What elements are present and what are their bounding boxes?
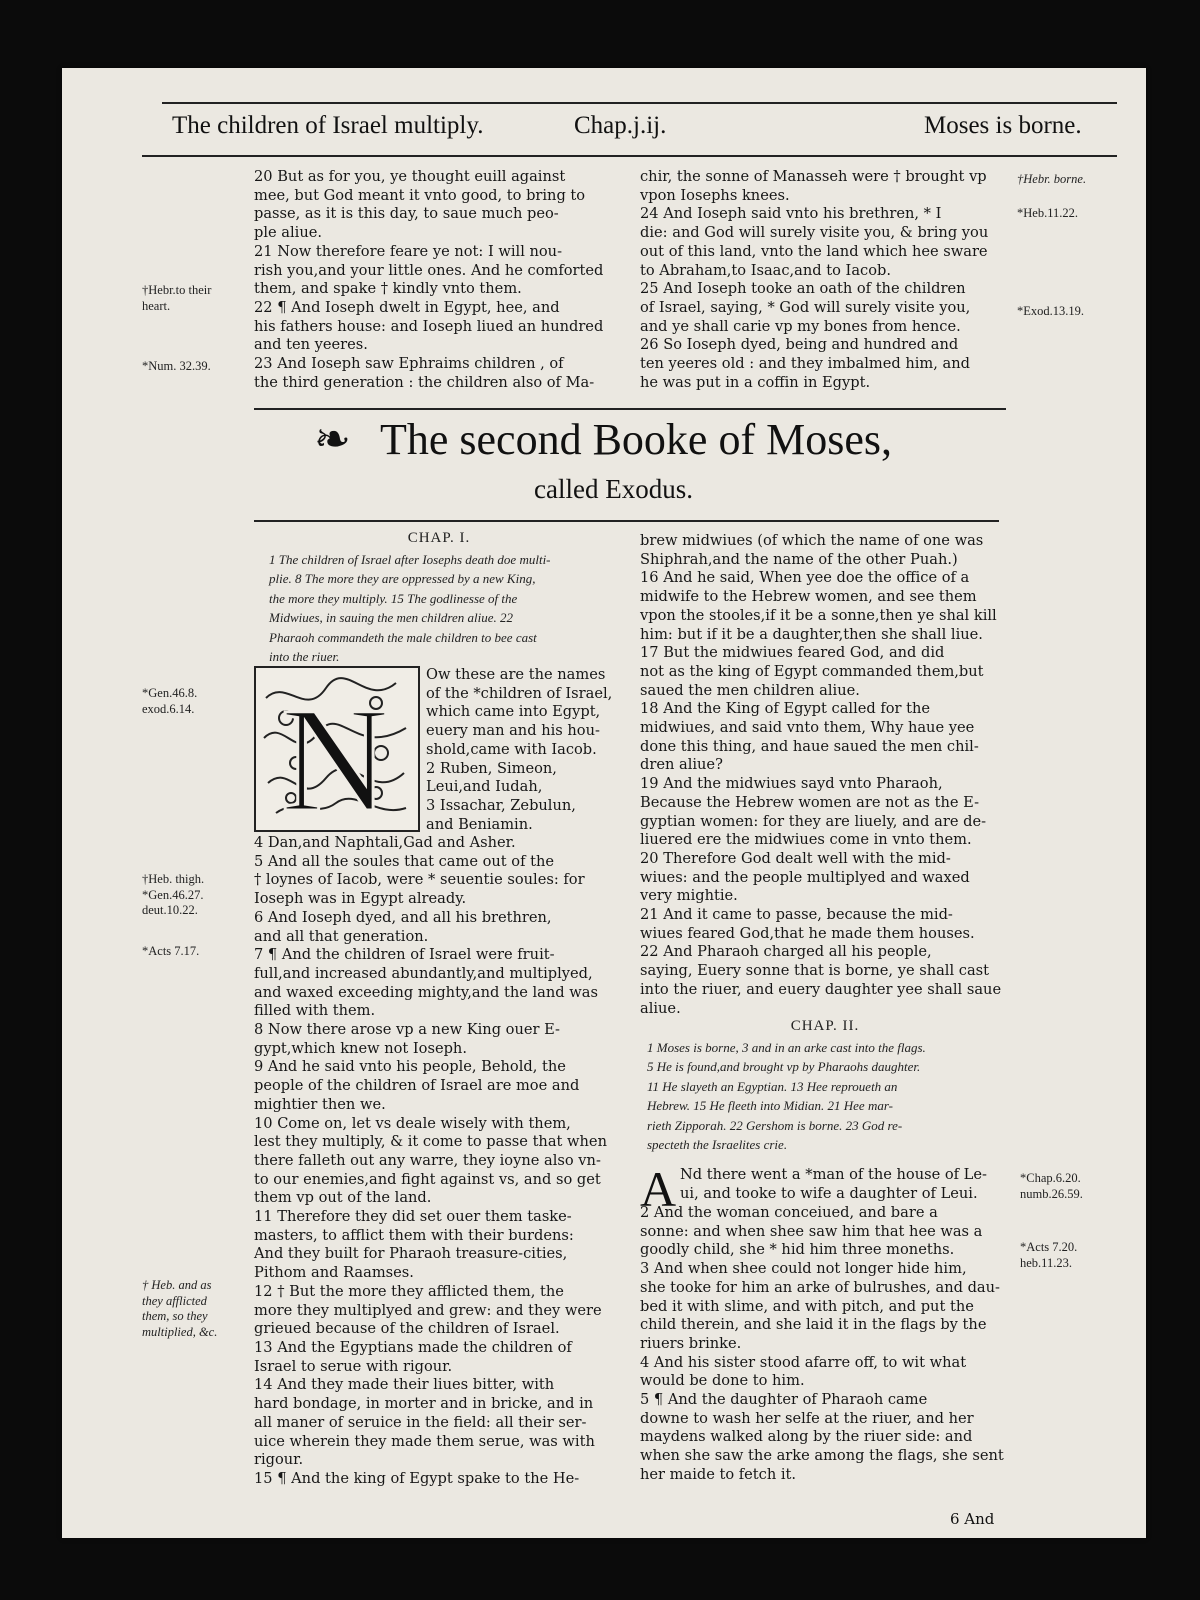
margin-note-line: †Heb. thigh.: [142, 872, 205, 886]
running-head-left: The children of Israel multiply.: [172, 112, 484, 139]
text-line: vpon Iosephs knees.: [640, 186, 790, 204]
margin-note: [1017, 206, 1078, 222]
text-line: not as the king of Egypt commanded them,but: [640, 662, 984, 680]
text-line: them vp out of the land.: [254, 1189, 432, 1207]
margin-note: [142, 1278, 217, 1340]
margin-note-line: †Hebr. borne.: [1017, 172, 1087, 186]
text-line: uice wherein they made them serue, was with: [254, 1432, 595, 1450]
chapter-summary: [647, 1038, 1017, 1154]
text-line: 15 ¶ And the king of Egypt spake to the He-: [254, 1469, 580, 1487]
text-line: die: and God will surely visite you, & bring you: [640, 224, 989, 242]
text-line: 11 He slayeth an Egyptian. 13 Hee reproueth an: [647, 1078, 898, 1094]
text-line: his fathers house: and Ioseph liued an hundred: [254, 317, 604, 335]
text-line: 16 And he said, When yee doe the office of a: [640, 569, 970, 587]
text-line: And they built for Pharaoh treasure-cities,: [254, 1245, 568, 1263]
text-line: done this thing, and haue saued the men chil-: [640, 737, 979, 755]
header-rule-top: [162, 102, 1117, 104]
margin-note-line: exod.6.14.: [142, 701, 195, 716]
margin-note-line: *Num. 32.39.: [142, 359, 211, 373]
chapter-heading: CHAP. II.: [790, 1018, 860, 1034]
text-line: 20 Therefore God dealt well with the mid-: [640, 849, 951, 867]
ornamental-initial: [254, 666, 420, 832]
text-line: filled with them.: [254, 1002, 376, 1020]
text-line: goodly child, she * hid him three moneths.: [640, 1241, 955, 1259]
text-line: liuered ere the midwiues come in vnto them.: [640, 831, 972, 849]
text-line: 7 ¶ And the children of Israel were fruit-: [254, 946, 555, 964]
margin-note-line: them, so they: [142, 1309, 208, 1323]
margin-note-line: *Acts 7.20.: [1020, 1240, 1078, 1254]
text-line: to our enemies,and fight against vs, and so get: [254, 1170, 601, 1188]
catchword: 6 And: [950, 1510, 995, 1528]
text-line: out of this land, vnto the land which hee sware: [640, 242, 988, 260]
text-line: child therein, and she laid it in the flags by the: [640, 1316, 987, 1334]
text-line: which came into Egypt,: [426, 703, 601, 721]
text-line: mightier then we.: [254, 1095, 386, 1113]
text-line: 22 ¶ And Ioseph dwelt in Egypt, hee, and: [254, 298, 560, 316]
margin-note-line: *Chap.6.20.: [1020, 1171, 1081, 1185]
text-line: 25 And Ioseph tooke an oath of the children: [640, 280, 966, 298]
book-ornament: ❧: [314, 415, 351, 464]
genesis-right-column: [640, 168, 1020, 392]
text-line: Nd there went a *man of the house of Le-: [680, 1166, 987, 1183]
margin-note-line: *Gen.46.8.: [142, 686, 198, 700]
text-line: saying, Euery sonne that is borne, ye shall cast: [640, 962, 990, 980]
text-line: Shiphrah,and the name of the other Puah.): [640, 550, 958, 568]
text-line: when she saw the arke among the flags, she sent: [640, 1447, 1004, 1465]
text-line: wiues feared God,that he made them houses.: [640, 924, 975, 942]
text-line: 3 Issachar, Zebulun,: [426, 796, 576, 814]
text-line: them, and spake † kindly vnto them.: [254, 280, 522, 298]
text-line: bed it with slime, and with pitch, and put the: [640, 1297, 974, 1315]
text-line: 8 Now there arose vp a new King ouer E-: [254, 1021, 560, 1039]
text-line: 3 And when shee could not longer hide him,: [640, 1260, 967, 1278]
text-line: to Abraham,to Isaac,and to Iacob.: [640, 261, 891, 279]
text-line: maydens walked along by the riuer side: and: [640, 1428, 973, 1446]
text-line: 21 Now therefore feare ye not: I will nou-: [254, 242, 563, 260]
text-line: 2 And the woman conceiued, and bare a: [640, 1204, 938, 1221]
text-line: passe, as it is this day, to saue much peo-: [254, 205, 559, 223]
text-line: specteth the Israelites crie.: [647, 1137, 788, 1153]
text-line: 23 And Ioseph saw Ephraims children , of: [254, 355, 564, 373]
book-subtitle: called Exodus.: [534, 474, 693, 504]
text-line: Midwiues, in sauing the men children aliue. 22: [269, 610, 513, 626]
text-line: plie. 8 The more they are oppressed by a new King,: [269, 571, 536, 587]
text-line: 19 And the midwiues sayd vnto Pharaoh,: [640, 775, 943, 793]
text-line: ui, and tooke to wife a daughter of Leui.: [680, 1184, 978, 1202]
chapter-two-body: [640, 1204, 1020, 1485]
text-line: mee, but God meant it vnto good, to bring to: [254, 186, 586, 204]
text-line: sonne: and when shee saw him that hee was a: [640, 1222, 983, 1240]
text-line: 18 And the King of Egypt called for the: [640, 700, 931, 718]
text-line: 11 Therefore they did set ouer them taske-: [254, 1208, 572, 1226]
text-line: and ye shall carie vp my bones from hence.: [640, 317, 961, 335]
chapter-initial: A: [640, 1161, 677, 1217]
running-head-center: Chap.j.ij.: [574, 112, 667, 139]
text-line: 6 And Ioseph dyed, and all his brethren,: [254, 908, 552, 926]
margin-note: [142, 944, 199, 960]
text-line: 12 † But the more they afflicted them, the: [254, 1282, 564, 1300]
text-line: ten yeeres old : and they imbalmed him, and: [640, 355, 970, 373]
text-line: Because the Hebrew women are not as the E-: [640, 793, 980, 811]
text-line: 1 The children of Israel after Iosephs death doe multi-: [269, 552, 551, 567]
text-line: of the *children of Israel,: [426, 684, 613, 702]
text-line: 22 And Pharaoh charged all his people,: [640, 943, 932, 961]
text-line: ple aliue.: [254, 224, 322, 242]
text-line: people of the children of Israel are moe and: [254, 1077, 580, 1095]
text-line: rieth Zipporah. 22 Gershom is borne. 23 God re-: [647, 1117, 903, 1133]
text-line: full,and increased abundantly,and multiplyed,: [254, 964, 593, 982]
text-line: saued the men children aliue.: [640, 681, 860, 699]
text-line: gyptian women: for they are liuely, and are de-: [640, 812, 987, 830]
text-line: and ten yeeres.: [254, 336, 368, 354]
margin-note: [142, 283, 211, 314]
margin-note-line: *Acts 7.17.: [142, 944, 200, 958]
text-line: and Beniamin.: [426, 815, 533, 833]
dropcap-letter: N: [280, 677, 390, 826]
text-line: into the riuer.: [269, 649, 340, 665]
text-line: she tooke for him an arke of bulrushes, and dau-: [640, 1278, 1000, 1296]
text-line: † loynes of Iacob, were * seuentie soules: for: [254, 871, 585, 889]
ornament-vines-icon: [256, 668, 414, 826]
margin-note: [1017, 172, 1086, 188]
margin-note-line: *Gen.46.27.: [142, 887, 204, 902]
margin-note: [1020, 1171, 1083, 1202]
text-line: and waxed exceeding mighty,and the land was: [254, 983, 598, 1001]
text-line: Israel to serue with rigour.: [254, 1357, 453, 1375]
right-column-text: [640, 532, 1020, 1018]
text-line: grieued because of the children of Israel.: [254, 1320, 560, 1338]
text-line: 26 So Ioseph dyed, being and hundred and: [640, 336, 959, 354]
margin-note-line: *Heb.11.22.: [1017, 206, 1078, 220]
chapter-one-opening: [426, 666, 636, 834]
text-line: 5 And all the soules that came out of the: [254, 852, 555, 870]
text-line: the third generation : the children also of Ma-: [254, 373, 595, 391]
text-line: Pharaoh commandeth the male children to bee cast: [269, 629, 537, 645]
margin-note-line: †Hebr.to their: [142, 283, 212, 297]
margin-note: [142, 872, 204, 919]
text-line: aliue.: [640, 999, 681, 1017]
text-line: 10 Come on, let vs deale wisely with them,: [254, 1114, 571, 1132]
text-line: and all that generation.: [254, 927, 429, 945]
running-head-right: Moses is borne.: [924, 112, 1082, 139]
book-title: The second Booke of Moses,: [380, 415, 893, 464]
text-line: Ow these are the names: [426, 666, 606, 683]
margin-note-line: † Heb. and as: [142, 1278, 212, 1292]
text-line: 2 Ruben, Simeon,: [426, 759, 557, 777]
chapter-one-body: [254, 834, 634, 1489]
text-line: midwiues, and said vnto them, Why haue yee: [640, 719, 975, 737]
text-line: downe to wash her selfe at the riuer, and her: [640, 1409, 974, 1427]
text-line: wiues: and the people multiplyed and waxed: [640, 868, 970, 886]
text-line: 5 ¶ And the daughter of Pharaoh came: [640, 1391, 928, 1409]
text-line: 20 But as for you, ye thought euill against: [254, 168, 566, 185]
text-line: gypt,which knew not Ioseph.: [254, 1039, 467, 1057]
text-line: euery man and his hou-: [426, 722, 600, 740]
text-line: he was put in a coffin in Egypt.: [640, 373, 871, 391]
book-page: [62, 68, 1146, 1538]
chapter-two-opening: [680, 1166, 1020, 1203]
text-line: more they multiplyed and grew: and they were: [254, 1301, 602, 1319]
text-line: rish you,and your little ones. And he comforted: [254, 261, 604, 279]
margin-note: [142, 686, 197, 717]
text-line: midwife to the Hebrew women, and see them: [640, 588, 977, 606]
text-line: would be done to him.: [640, 1372, 805, 1390]
text-line: 9 And he said vnto his people, Behold, the: [254, 1058, 566, 1076]
text-line: vpon the stooles,if it be a sonne,then ye shal kill: [640, 606, 997, 624]
chapter-summary: [269, 550, 631, 666]
text-line: the more they multiply. 15 The godlinesse of the: [269, 590, 518, 606]
text-line: 24 And Ioseph said vnto his brethren, * I: [640, 205, 942, 223]
text-line: Leui,and Iudah,: [426, 778, 543, 796]
text-line: 17 But the midwiues feared God, and did: [640, 644, 945, 662]
header-rule-bottom: [142, 155, 1117, 157]
text-line: Pithom and Raamses.: [254, 1264, 414, 1282]
title-rule-bottom: [254, 520, 999, 522]
text-line: all maner of seruice in the field: all their ser-: [254, 1413, 587, 1431]
text-line: Hebrew. 15 He fleeth into Midian. 21 Hee mar-: [647, 1098, 893, 1114]
text-line: 4 Dan,and Naphtali,Gad and Asher.: [254, 834, 516, 851]
text-line: shold,came with Iacob.: [426, 740, 597, 758]
text-line: chir, the sonne of Manasseh were † brought vp: [640, 168, 987, 185]
text-line: dren aliue?: [640, 756, 723, 774]
margin-note: [1020, 1240, 1077, 1271]
text-line: Ioseph was in Egypt already.: [254, 890, 467, 908]
title-rule-top: [254, 408, 1006, 410]
text-line: 5 He is found,and brought vp by Pharaohs daughter.: [647, 1059, 921, 1075]
text-line: into the riuer, and euery daughter yee shall saue: [640, 980, 1002, 998]
margin-note-line: heb.11.23.: [1020, 1255, 1072, 1270]
chapter-heading: CHAP. I.: [407, 530, 471, 546]
text-line: him: but if it be a daughter,then she shall liue.: [640, 625, 983, 643]
text-line: lest they multiply, & it come to passe that when: [254, 1133, 607, 1151]
margin-note-line: *Exod.13.19.: [1017, 304, 1085, 318]
margin-note-line: numb.26.59.: [1020, 1186, 1083, 1201]
margin-note-line: deut.10.22.: [142, 903, 198, 917]
text-line: riuers brinke.: [640, 1334, 742, 1352]
margin-note: [1017, 304, 1084, 320]
text-line: hard bondage, in morter and in bricke, and in: [254, 1395, 594, 1413]
margin-note-line: multiplied, &c.: [142, 1324, 218, 1339]
text-line: 14 And they made their liues bitter, with: [254, 1376, 555, 1394]
text-line: 21 And it came to passe, because the mid-: [640, 906, 953, 924]
text-line: masters, to afflict them with their burdens:: [254, 1226, 574, 1244]
text-line: 1 Moses is borne, 3 and in an arke cast into the flags.: [647, 1040, 926, 1055]
text-line: of Israel, saying, * God will surely visite you,: [640, 298, 971, 316]
margin-note: [142, 359, 211, 375]
margin-note-line: they afflicted: [142, 1293, 207, 1308]
text-line: 4 And his sister stood afarre off, to wit what: [640, 1353, 967, 1371]
text-line: rigour.: [254, 1451, 304, 1469]
genesis-left-column: [254, 168, 632, 392]
text-line: her maide to fetch it.: [640, 1465, 797, 1483]
margin-note-line: heart.: [142, 298, 171, 313]
text-line: very mightie.: [640, 887, 738, 905]
text-line: brew midwiues (of which the name of one was: [640, 532, 984, 549]
text-line: there falleth out any warre, they ioyne also vn-: [254, 1151, 601, 1169]
text-line: 13 And the Egyptians made the children of: [254, 1338, 572, 1356]
